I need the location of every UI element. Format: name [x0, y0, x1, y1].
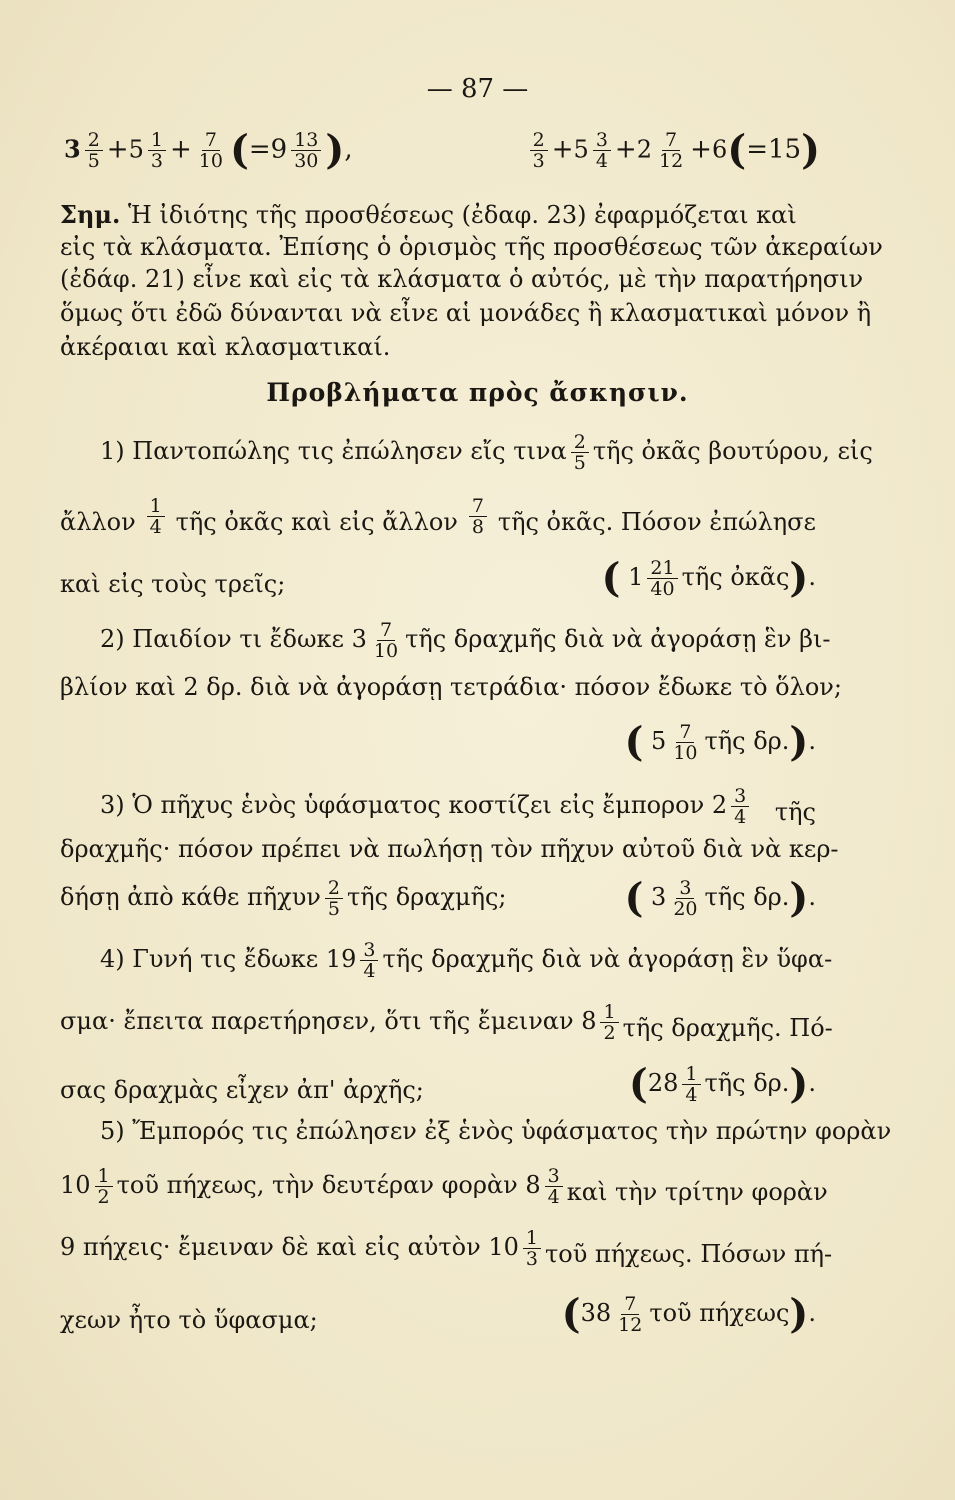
term-whole: 2: [636, 135, 652, 164]
sum-formula: [64, 126, 820, 174]
problem-3-line-2: δραχμῆς· πόσον πρέπει νὰ πωλήσῃ τὸν πῆχυν αὐτοῦ διὰ νὰ κερ-: [60, 835, 839, 863]
fraction: $\frac{1}{2}$: [95, 1166, 113, 1207]
fraction: $\frac{7}{8}$: [469, 496, 487, 537]
problem-5-line-2: 10 $\frac{1}{2}$ τοῦ πήχεως, τὴν δευτέραν φορὰν 8 $\frac{3}{4}$ καὶ τὴν τρίτην φορὰν: [60, 1165, 828, 1208]
note-line-1: Σημ. Ἡ ἰδιότης τῆς προσθέσεως (ἐδαφ. 23) ἐφαρμόζεται καὶ: [60, 200, 797, 229]
problem-1-line-3: καὶ εἰς τοὺς τρεῖς; ( 1 $\frac{21}{40}$ τῆς ὀκᾶς).: [60, 554, 816, 602]
page-number: — 87 —: [426, 74, 529, 104]
fraction: $\frac{7}{12}$: [618, 1293, 643, 1336]
fraction: $\frac{3}{4}$: [731, 786, 749, 827]
problem-3-line-1: 3) Ὁ πῆχυς ἑνὸς ὑφάσματος κοστίζει εἰς ἔμπορον 2 $\frac{3}{4}$ τῆς: [100, 785, 816, 828]
note-label: Σημ.: [60, 200, 121, 229]
plus-sign: +: [106, 134, 129, 165]
problem-2-line-1: 2) Παιδίον τι ἔδωκε 3 $\frac{7}{10}$ τῆς δραχμῆς διὰ νὰ ἀγοράσῃ ἓν βι-: [100, 619, 831, 662]
equals-value: =15: [746, 134, 802, 165]
equals-value: =9: [248, 134, 288, 165]
plus-sign: +: [551, 134, 574, 165]
term-whole: 6: [711, 135, 728, 164]
formula-left: 3 $\frac{2}{5}$ +5 $\frac{1}{3}$ + $\frac{7}{10}$ (=9 $\frac{13}{30}$ ),: [64, 126, 353, 174]
problem-4-line-2: σμα· ἔπειτα παρετήρησεν, ὅτι τῆς ἔμειναν 8 $\frac{1}{2}$ τῆς δραχμῆς. Πό-: [60, 1001, 833, 1044]
problem-2-line-2: βλίον καὶ 2 δρ. διὰ νὰ ἀγοράσῃ τετράδια· πόσον ἔδωκε τὸ ὅλον;: [60, 673, 842, 701]
plus-sign: +: [690, 134, 712, 165]
fraction: $\frac{3}{4}$: [360, 940, 378, 981]
problem-3-line-3: δήσῃ ἀπὸ κάθε πῆχυν $\frac{2}{5}$ τῆς δραχμῆς; ( 3 $\frac{3}{20}$ τῆς δρ.).: [60, 874, 816, 922]
fraction: $\frac{2}{5}$: [325, 878, 343, 919]
fraction: $\frac{7}{12}$: [658, 129, 684, 172]
fraction: $\frac{13}{30}$: [291, 130, 321, 171]
problem-5-answer: (38 $\frac{7}{12}$ τοῦ πήχεως).: [561, 1290, 816, 1338]
term-whole: 5: [128, 135, 144, 164]
problem-4-answer: (28 $\frac{1}{4}$ τῆς δρ.).: [628, 1060, 816, 1108]
problem-4-line-3: σας δραχμὰς εἶχεν ἀπ' ἀρχῆς; (28 $\frac{1}{4}$ τῆς δρ.).: [60, 1060, 816, 1108]
fraction: $\frac{3}{4}$: [593, 130, 611, 171]
problem-2-answer: ( 5 $\frac{7}{10}$ τῆς δρ.).: [624, 718, 816, 766]
fraction: $\frac{2}{3}$: [530, 130, 548, 171]
plus-sign: +: [614, 134, 637, 165]
fraction: $\frac{3}{4}$: [545, 1166, 563, 1207]
note-line-3: (ἐδάφ. 21) εἶνε καὶ εἰς τὰ κλάσματα ὁ αὐτός, μὲ τὴν παρατήρησιν: [60, 265, 864, 293]
problem-4-line-1: 4) Γυνή τις ἔδωκε 19 $\frac{3}{4}$ τῆς δραχμῆς διὰ νὰ ἀγοράσῃ ἓν ὕφα-: [100, 939, 833, 982]
fraction: $\frac{2}{5}$: [85, 130, 103, 171]
problem-3-answer: ( 3 $\frac{3}{20}$ τῆς δρ.).: [624, 874, 816, 922]
term-whole: 3: [64, 134, 81, 164]
fraction: $\frac{1}{4}$: [147, 496, 165, 537]
fraction: $\frac{7}{10}$: [673, 721, 698, 764]
plus-sign: +: [169, 134, 192, 165]
fraction: $\frac{1}{3}$: [148, 130, 166, 171]
fraction: $\frac{2}{5}$: [571, 432, 589, 473]
fraction: $\frac{3}{20}$: [673, 877, 698, 920]
fraction: $\frac{21}{40}$: [647, 558, 677, 599]
problem-1-line-2: ἄλλον $\frac{1}{4}$ τῆς ὀκᾶς καὶ εἰς ἄλλον $\frac{7}{8}$ τῆς ὀκᾶς. Πόσον ἐπώλησε: [60, 495, 816, 538]
problem-5-line-3: 9 πήχεις· ἔμειναν δὲ καὶ εἰς αὐτὸν 10 $\frac{1}{3}$ τοῦ πήχεως. Πόσων πή-: [60, 1227, 833, 1270]
fraction: $\frac{7}{10}$: [198, 129, 223, 172]
fraction: $\frac{1}{2}$: [600, 1002, 618, 1043]
note-line-5: ἀκέραιαι καὶ κλασματικαί.: [60, 333, 391, 361]
comma: ,: [344, 134, 353, 165]
fraction: $\frac{1}{3}$: [523, 1228, 541, 1269]
term-whole: 5: [573, 135, 589, 164]
note-line-2: εἰς τὰ κλάσματα. Ἐπίσης ὁ ὁρισμὸς τῆς προσθέσεως τῶν ἀκεραίων: [60, 233, 883, 261]
fraction: $\frac{7}{10}$: [373, 619, 399, 662]
problem-5-line-1: 5) Ἔμπορός τις ἐπώλησεν ἐξ ἑνὸς ὑφάσματος τὴν πρώτην φορὰν: [100, 1117, 892, 1145]
formula-right: $\frac{2}{3}$ +5 $\frac{3}{4}$ +2 $\frac{7}{12}$ +6(=15): [526, 130, 820, 171]
note-line-4: ὅμως ὅτι ἐδῶ δύνανται νὰ εἶνε αἱ μονάδες ἢ κλασματικαὶ μόνον ἢ: [60, 299, 872, 327]
problem-1-line-1: 1) Παντοπώλης τις ἐπώλησεν εἴς τινα $\frac{2}{5}$ τῆς ὀκᾶς βουτύρου, εἰς: [100, 431, 873, 474]
section-heading: Προβλήματα πρὸς ἄσκησιν.: [266, 378, 689, 407]
problem-5-line-4: χεων ἦτο τὸ ὕφασμα; (38 $\frac{7}{12}$ τοῦ πήχεως).: [60, 1290, 816, 1338]
fraction: $\frac{1}{4}$: [682, 1064, 700, 1105]
problem-1-answer: ( 1 $\frac{21}{40}$ τῆς ὀκᾶς).: [601, 554, 816, 602]
